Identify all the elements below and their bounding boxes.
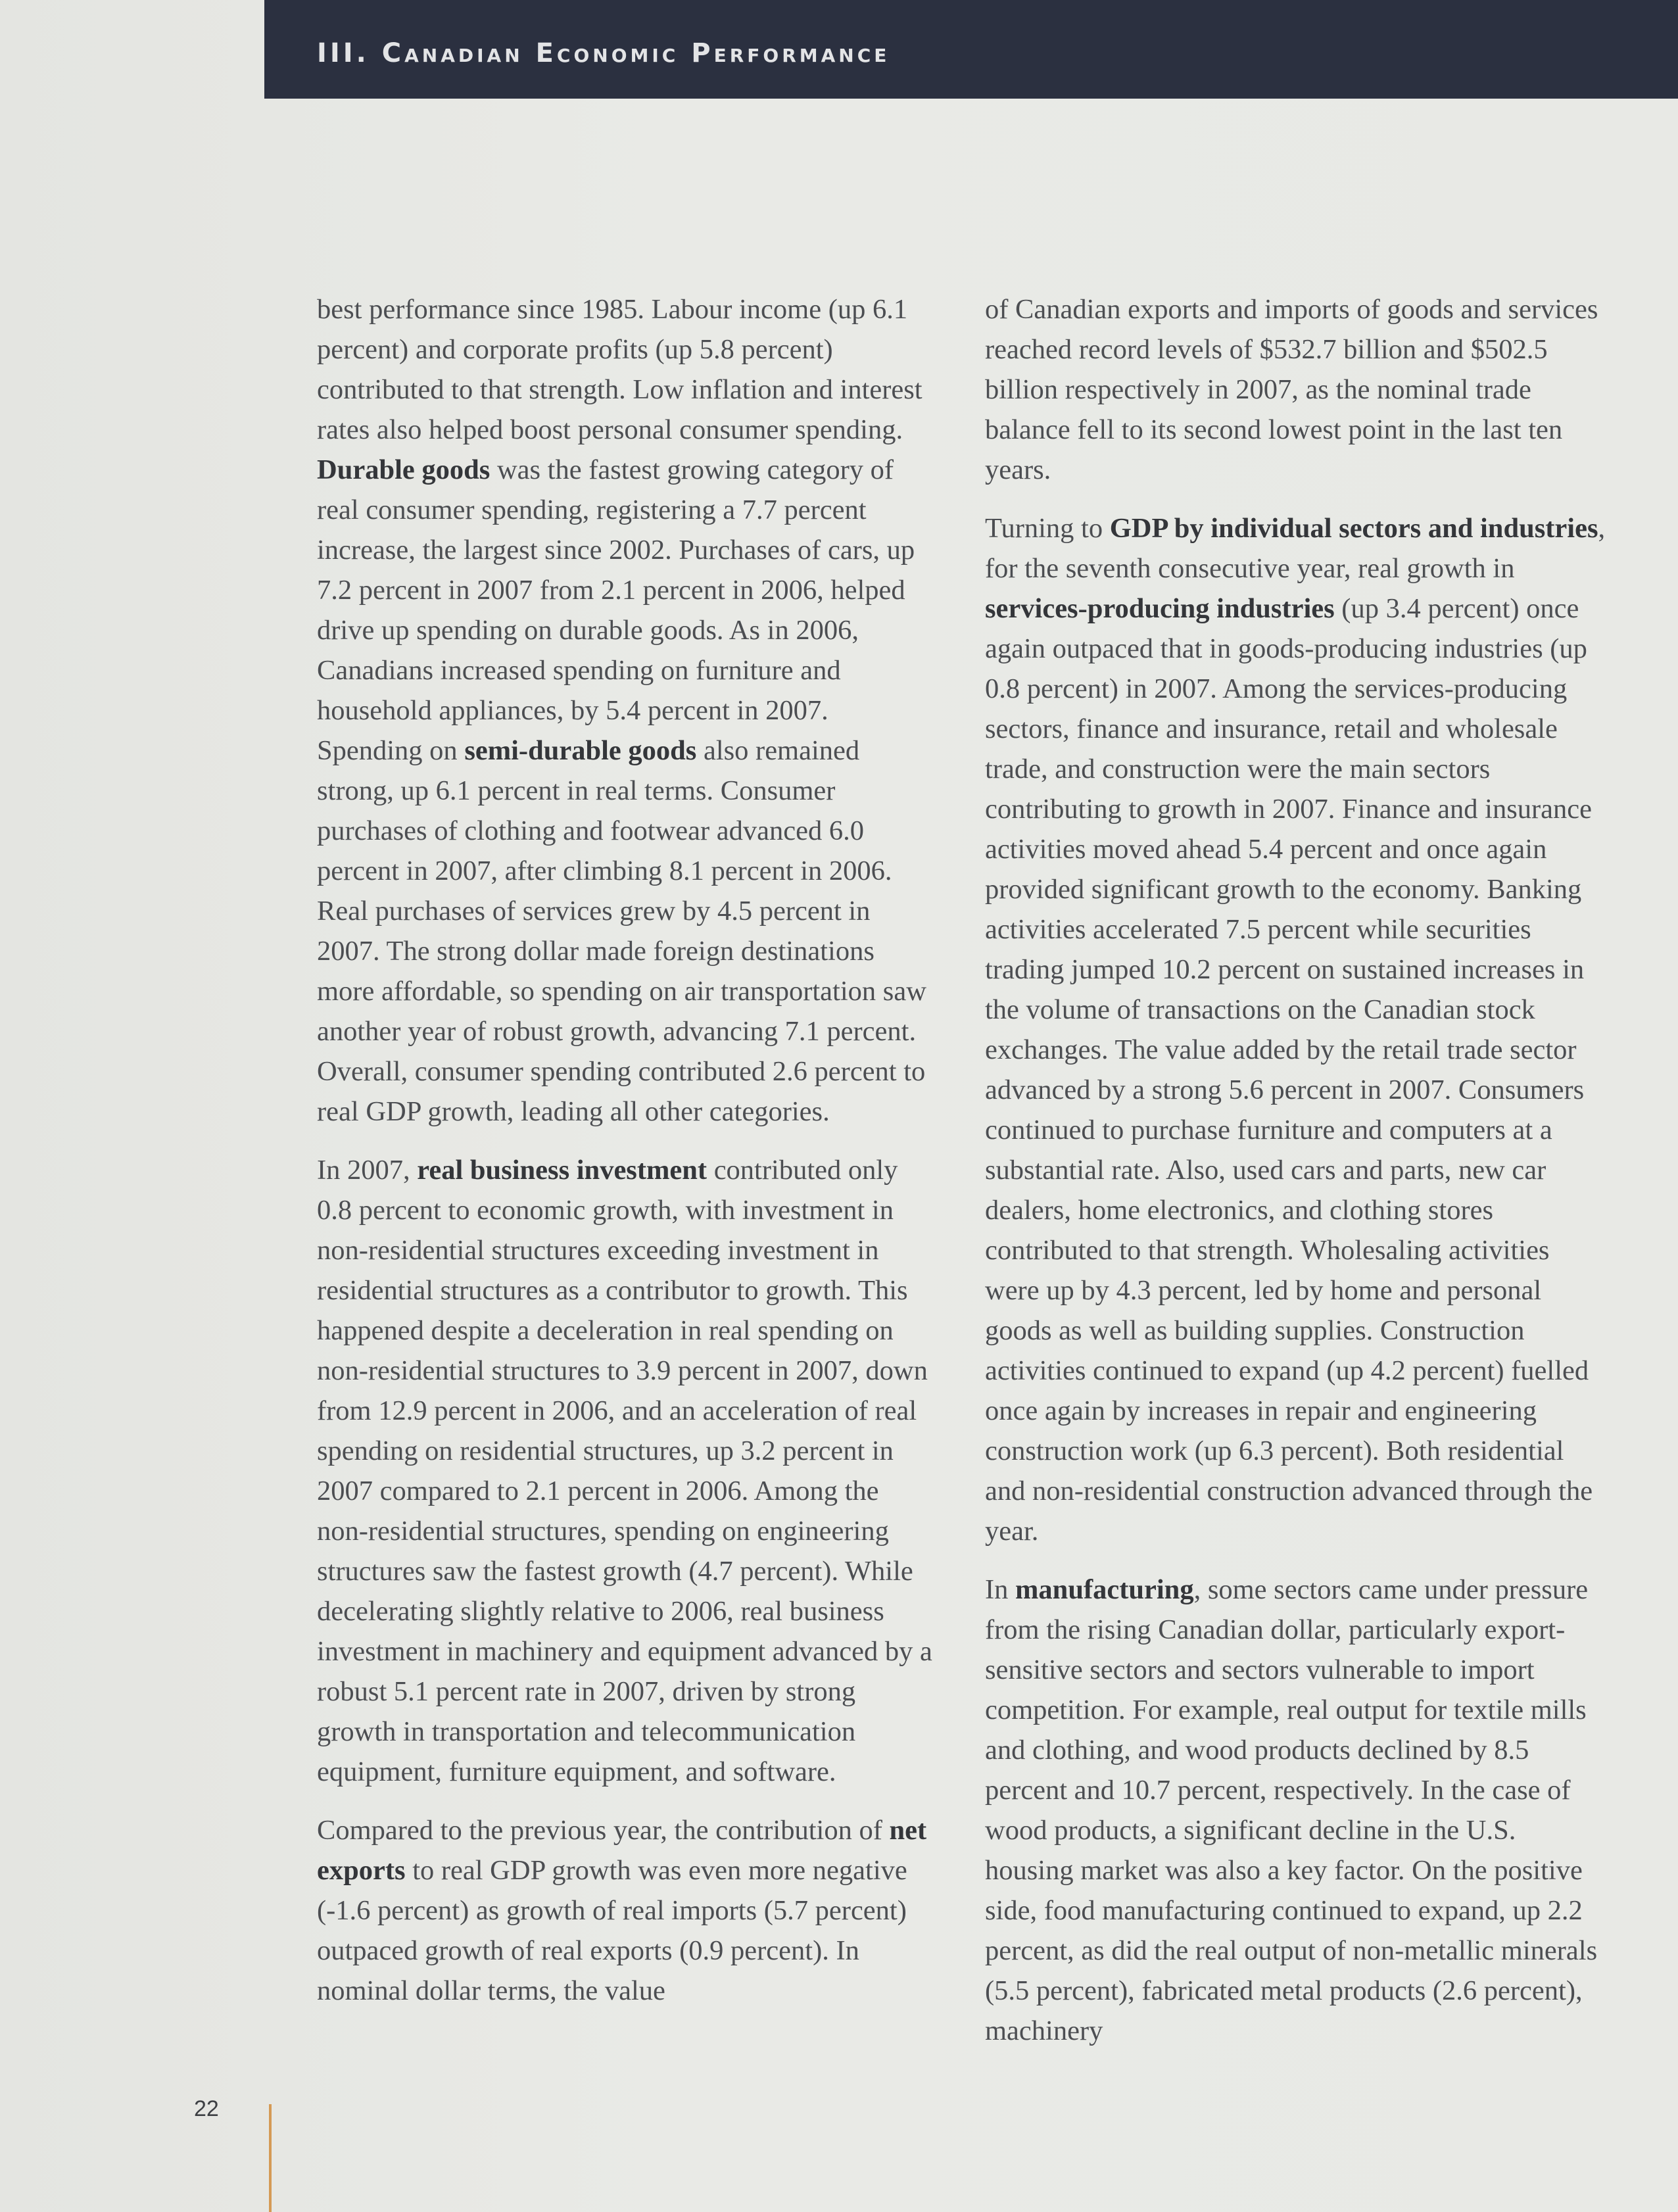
term-gdp-by-sectors: GDP by individual sectors and industries bbox=[1109, 513, 1598, 544]
term-net-exports: net exports bbox=[317, 1815, 927, 1886]
paragraph-trade-values bbox=[985, 289, 1607, 490]
left-column bbox=[317, 289, 935, 2029]
right-column bbox=[985, 289, 1607, 2069]
term-semi-durable-goods: semi-durable goods bbox=[464, 735, 697, 766]
text-run: , some sectors came under pressure from the rising Canadian dollar, particularly export-sensitive sectors and sectors vulnerable to import competition. For example, real output for textile mills and clothing, and wood products declined by 8.5 percent and 10.7 percent, respectively. In the case of wood products, a significant decline in the U.S. housing market was also a key factor. On the positive side, food manufacturing continued to expand, up 2.2 percent, as did the real output of non-metallic minerals (5.5 percent), fabricated metal products (2.6 percent), machinery bbox=[985, 1574, 1598, 2046]
term-manufacturing: manufacturing bbox=[1015, 1574, 1194, 1605]
text-run: Compared to the previous year, the contribution of bbox=[317, 1815, 890, 1846]
text-run: also remained strong, up 6.1 percent in real terms. Consumer purchases of clothing and footwear advanced 6.0 percent in 2007, after climbing 8.1 percent in 2006. Real purchases of services grew by 4.5 percent in 2007. The strong dollar made foreign destinations more affordable, so spending on air transportation saw another year of robust growth, advancing 7.1 percent. Overall, consumer spending contributed 2.6 percent to real GDP growth, leading all other categories. bbox=[317, 735, 926, 1127]
text-run: , for the seventh consecutive year, real growth in bbox=[985, 513, 1606, 584]
term-services-producing-industries: services-producing industries bbox=[985, 593, 1335, 624]
text-run: best performance since 1985. Labour income (up 6.1 percent) and corporate profits (up 5.8 percent) contributed to that strength. Low inflation and interest rates also helped boost personal consumer spending. bbox=[317, 294, 923, 445]
text-run: was the fastest growing category of real consumer spending, registering a 7.7 percent increase, the largest since 2002. Purchases of cars, up 7.2 percent in 2007 from 2.1 percent in 2006, helped drive up spending on durable goods. As in 2006, Canadians increased spending on furniture and household appliances, by 5.4 percent in 2007. Spending on bbox=[317, 454, 915, 766]
paragraph-net-exports bbox=[317, 1810, 935, 2011]
text-run: to real GDP growth was even more negative (-1.6 percent) as growth of real imports (5.7 percent) outpaced growth of real exports (0.9 percent). In nominal dollar terms, the value bbox=[317, 1855, 907, 2006]
paragraph-gdp-by-sector bbox=[985, 508, 1607, 1551]
text-run: In 2007, bbox=[317, 1155, 418, 1186]
paragraph-manufacturing bbox=[985, 1570, 1607, 2051]
text-run: Turning to bbox=[985, 513, 1110, 544]
page-number-rule bbox=[269, 2104, 272, 2212]
term-durable-goods: Durable goods bbox=[317, 454, 491, 485]
text-run: of Canadian exports and imports of goods and services reached record levels of $532.7 billion and $502.5 billion respectively in 2007, as the nominal trade balance fell to its second lowest point in the last ten years. bbox=[985, 294, 1598, 485]
paragraph-consumer-spending bbox=[317, 289, 935, 1132]
text-run: (up 3.4 percent) once again outpaced that in goods-producing industries (up 0.8 percent) in 2007. Among the services-producing sectors, finance and insurance, retail and wholesale trade, and construction were the main sectors contributing to growth in 2007. Finance and insurance activities moved ahead 5.4 percent and once again provided significant growth to the economy. Banking activities accelerated 7.5 percent while securities trading jumped 10.2 percent on sustained increases in the volume of transactions on the Canadian stock exchanges. The value added by the retail trade sector advanced by a strong 5.6 percent in 2007. Consumers continued to purchase furniture and computers at a substantial rate. Also, used cars and parts, new car dealers, home electronics, and clothing stores contributed to that strength. Wholesaling activities were up by 4.3 percent, led by home and personal goods as well as building supplies. Construction activities continued to expand (up 4.2 percent) fuelled once again by increases in repair and engineering construction work (up 6.3 percent). Both residential and non-residential construction advanced through the year. bbox=[985, 593, 1593, 1547]
term-real-business-investment: real business investment bbox=[417, 1155, 707, 1186]
paragraph-business-investment bbox=[317, 1150, 935, 1792]
section-title: III. Canadian Economic Performance bbox=[317, 38, 890, 68]
text-run: In bbox=[985, 1574, 1016, 1605]
text-run: contributed only 0.8 percent to economic growth, with investment in non-residential structures exceeding investment in residential structures as a contributor to growth. This happened despite a deceleration in real spending on non-residential structures to 3.9 percent in 2007, down from 12.9 percent in 2006, and an acceleration of real spending on residential structures, up 3.2 percent in 2007 compared to 2.1 percent in 2006. Among the non-residential structures, spending on engineering structures saw the fastest growth (4.7 percent). While decelerating slightly relative to 2006, real business investment in machinery and equipment advanced by a robust 5.1 percent rate in 2007, driven by strong growth in transportation and telecommunication equipment, furniture equipment, and software. bbox=[317, 1155, 932, 1787]
page-number: 22 bbox=[194, 2096, 219, 2121]
